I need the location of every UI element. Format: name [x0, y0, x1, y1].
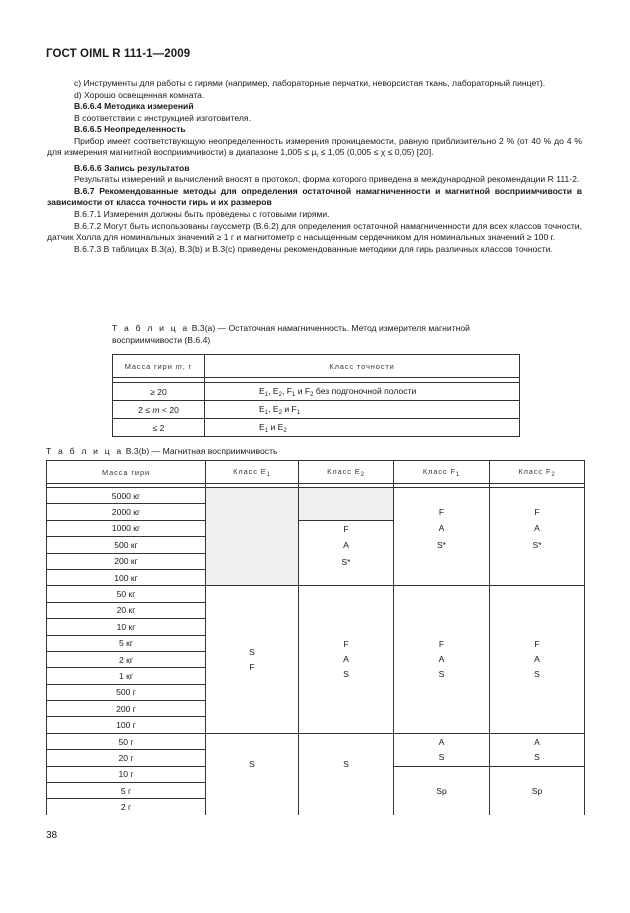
paragraph: В соответствии с инструкцией изготовителя.	[74, 112, 251, 123]
caption-text: B.3(a) — Остаточная намагниченность. Метод измерителя магнитной восприимчивости (B.6.4)	[112, 323, 470, 345]
class-f2-cell	[490, 733, 585, 766]
mass-cell: 20 г	[47, 750, 206, 766]
class-e1-cell	[206, 733, 299, 815]
mass-cell: 500 г	[47, 684, 206, 700]
cell-value: A S	[534, 736, 540, 762]
table-cell-class: $E_1$, $E_2$, $F_1$ и $F_2$ без подгоночной полости	[205, 383, 520, 401]
empty-shaded-cell	[206, 488, 299, 586]
caption-text: B.3(b) — Магнитная восприимчивость	[123, 446, 278, 456]
document-header: ГОСТ OIML R 111-1—2009	[46, 48, 191, 60]
mass-cell: 100 кг	[47, 569, 206, 585]
cell-value: F A S*	[341, 523, 351, 567]
class-f1-cell	[394, 586, 490, 734]
mass-cell: 100 г	[47, 717, 206, 733]
class-f2-cell	[490, 488, 585, 586]
cell-value: S	[343, 758, 349, 769]
table-row	[113, 383, 520, 401]
class-f2-cell	[490, 766, 585, 815]
table-b-header-f1: Класс $F_1$	[394, 461, 490, 484]
mass-cell: 5000 кг	[47, 488, 206, 504]
mass-cell: 200 кг	[47, 553, 206, 569]
empty-shaded-cell	[299, 488, 394, 521]
cell-value: F A S	[534, 639, 540, 680]
paragraph: c) Инструменты для работы с гирями (например, лабораторные перчатки, неворсистая ткань, лабораторный пинцет).	[74, 78, 546, 88]
table-b-caption	[46, 446, 278, 458]
class-e2-cell	[299, 586, 394, 734]
cell-value: Sp	[436, 785, 447, 796]
mass-cell: 5 г	[47, 783, 206, 799]
mass-cell: 5 кг	[47, 635, 206, 651]
paragraph: d) Хорошо освещенная комната.	[74, 89, 205, 100]
table-a-header-class: Класс точности	[205, 355, 520, 378]
class-e2-cell	[299, 733, 394, 815]
class-e2-cell	[299, 520, 394, 586]
caption-prefix: Т а б л и ц а	[46, 446, 124, 456]
paragraph: Прибор имеет соответствующую неопределенность измерения проницаемости, равную приблизительно 2 % (от 40 % до 4 % для измерения магнитной восприимчивости) в диапазоне $1,005 \le \mu_r \le 1,05$ (0,005 ≤ χ ≤ 0,05) [20].	[47, 135, 582, 160]
paragraph: Результаты измерений и вычислений вносят в протокол, форма которого приведена в международной рекомендации R 111-2.	[74, 174, 580, 185]
section-heading: B.6.6.4 Методика измерений	[74, 101, 194, 112]
mass-cell: 200 г	[47, 701, 206, 717]
mass-cell: 1000 кг	[47, 520, 206, 536]
mass-cell: 20 кг	[47, 602, 206, 618]
table-row	[113, 419, 520, 437]
body-text	[47, 78, 582, 255]
section-heading: B.6.6.6 Запись результатов	[74, 162, 190, 173]
cell-value: F A S	[438, 639, 445, 680]
table-cell-class: $E_1$, $E_2$ и $F_1$	[205, 401, 520, 419]
class-e1-cell	[206, 586, 299, 734]
class-f1-cell	[394, 733, 490, 766]
paragraph: B.6.7.3 В таблицах B.3(a), B.3(b) и B.3(c) приведены рекомендованные методики для гирь различных классов точности.	[74, 243, 553, 254]
table-row	[113, 401, 520, 419]
mass-cell: 10 кг	[47, 619, 206, 635]
table-cell-class: $E_1$ и $E_2$	[205, 419, 520, 437]
cell-value: F A S*	[436, 507, 447, 550]
table-a-header-mass: Масса гири m, г	[113, 355, 205, 378]
caption-prefix: Т а б л и ц а	[112, 323, 190, 333]
cell-value: S	[249, 758, 255, 769]
mass-cell: 2 г	[47, 799, 206, 815]
mass-cell: 2 кг	[47, 651, 206, 667]
table-b-header-e2: Класс $E_2$	[299, 461, 394, 484]
table-cell-mass: ≥ 20	[113, 383, 205, 401]
cell-value: F A S	[343, 639, 349, 680]
mass-cell: 1 кг	[47, 668, 206, 684]
page-number: 38	[46, 830, 58, 841]
cell-value: S F	[249, 646, 255, 672]
cell-value: A S	[438, 736, 445, 762]
table-a	[112, 354, 520, 437]
mass-cell: 50 кг	[47, 586, 206, 602]
table-b-header-e1: Класс $E_1$	[206, 461, 299, 484]
cell-value: Sp	[531, 785, 543, 796]
class-f2-cell	[490, 586, 585, 734]
paragraph: B.6.7.1 Измерения должны быть проведены с готовыми гирями.	[74, 209, 330, 220]
table-cell-mass: ≤ 2	[113, 419, 205, 437]
table-a-caption	[112, 323, 522, 346]
class-f1-cell	[394, 766, 490, 815]
mass-cell: 2000 кг	[47, 504, 206, 520]
table-b	[46, 460, 585, 815]
table-b-header-f2: Класс $F_2$	[490, 461, 585, 484]
section-heading: B.6.7 Рекомендованные методы для определения остаточной намагниченности и магнитной восприимчивости в зависимости от класса точности гирь и их размеров	[47, 185, 582, 208]
mass-cell: 10 г	[47, 766, 206, 782]
table-cell-mass: 2 ≤ m < 20	[113, 401, 205, 419]
class-f1-cell	[394, 488, 490, 586]
paragraph: B.6.7.2 Могут быть использованы гауссметр (B.6.2) для определения остаточной намагниченности для всех классов точности, датчик Холла для номинальных значений ≥ 1 г и магнитометр с насыщенным сердечником для номинальных значений ≥ 100 г.	[47, 220, 582, 243]
cell-value: F A S*	[532, 507, 542, 550]
mass-cell: 50 г	[47, 733, 206, 749]
table-b-header-mass: Масса гири	[47, 461, 206, 484]
mass-cell: 500 кг	[47, 537, 206, 553]
section-heading: B.6.6.5 Неопределенность	[74, 124, 186, 135]
